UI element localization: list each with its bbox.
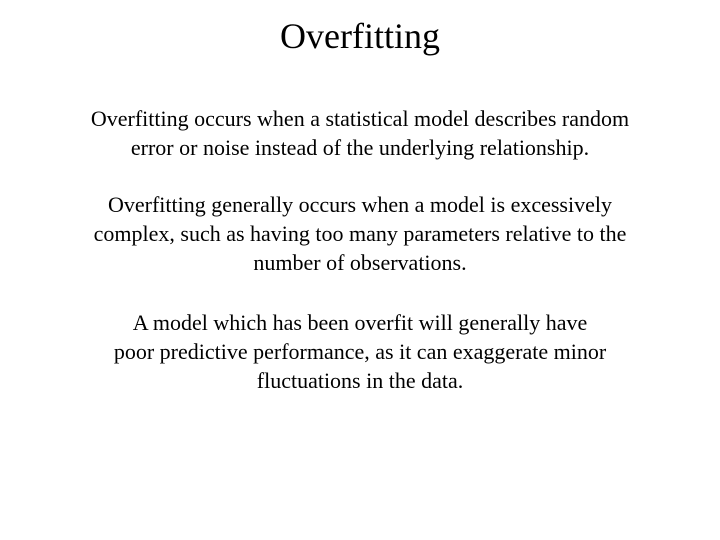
paragraph-cause <box>40 190 680 277</box>
paragraph-line: number of observations. <box>253 250 467 275</box>
paragraph-line: Overfitting occurs when a statistical model describes random <box>90 106 630 131</box>
paragraph-line: fluctuations in the data. <box>256 368 464 393</box>
paragraph-line: complex, such as having too many parameters relative to the <box>93 221 627 246</box>
paragraph-line: Overfitting generally occurs when a model is excessively <box>107 192 612 217</box>
paragraph-consequence <box>40 308 680 395</box>
slide-title: Overfitting <box>280 16 440 56</box>
paragraph-line: error or noise instead of the underlying relationship. <box>130 135 590 160</box>
paragraph-line: poor predictive performance, as it can exaggerate minor <box>113 339 607 364</box>
paragraph-definition <box>40 104 680 162</box>
paragraph-line: A model which has been overfit will generally have <box>132 310 588 335</box>
